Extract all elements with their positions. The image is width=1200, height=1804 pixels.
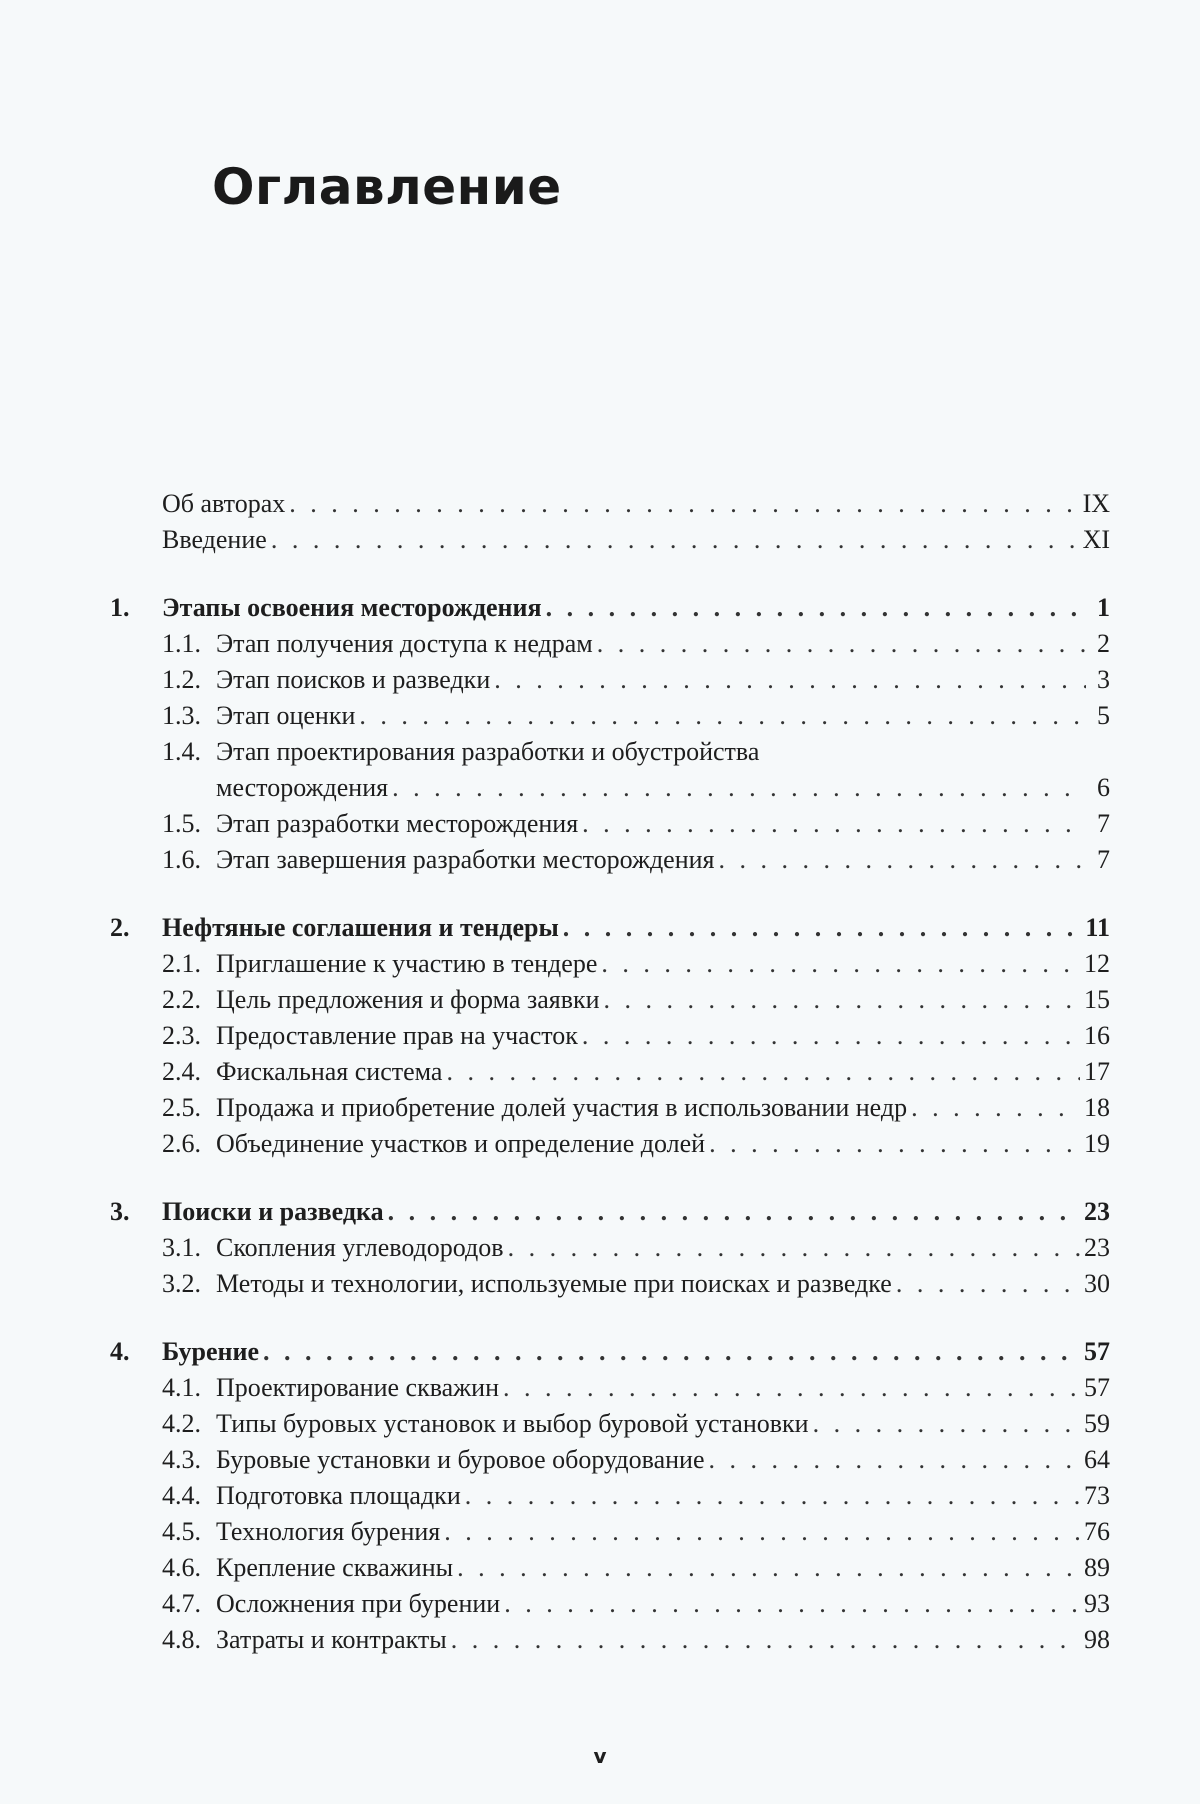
section-page: 6 [1097, 773, 1110, 802]
section-page: 5 [1097, 701, 1110, 730]
section-title: Методы и технологии, используемые при поисках и разведке [216, 1269, 892, 1298]
section-title: Крепление скважины [216, 1553, 454, 1582]
dot-leader [546, 590, 1086, 626]
section-title: Этап оценки [216, 701, 356, 730]
section-page: 12 [1084, 949, 1110, 978]
dot-leader [563, 910, 1082, 946]
section-page: 15 [1084, 985, 1110, 1014]
section-number: 3.2. [162, 1269, 201, 1298]
section-number: 1.6. [162, 845, 201, 874]
toc-section[interactable] [110, 698, 1110, 734]
section-number: 4.3. [162, 1445, 201, 1474]
toc-section[interactable] [110, 1018, 1110, 1054]
section-page: 89 [1084, 1553, 1110, 1582]
toc-section[interactable] [110, 1586, 1110, 1622]
toc-section[interactable] [110, 1442, 1110, 1478]
section-page: 73 [1084, 1481, 1110, 1510]
section-title: Затраты и контракты [216, 1625, 447, 1654]
toc-section[interactable] [110, 1126, 1110, 1162]
toc-section[interactable] [110, 734, 1110, 770]
toc-section[interactable] [110, 946, 1110, 982]
section-page: 93 [1084, 1589, 1110, 1618]
toc-chapter[interactable] [110, 1194, 1110, 1230]
section-page: 19 [1084, 1129, 1110, 1158]
dot-leader [601, 946, 1080, 982]
section-number: 3.1. [162, 1233, 201, 1262]
chapter-page: 1 [1097, 593, 1110, 622]
section-page: 23 [1084, 1233, 1110, 1262]
dot-leader [465, 1478, 1080, 1514]
section-number: 4.8. [162, 1625, 201, 1654]
dot-leader [582, 1018, 1080, 1054]
toc-section[interactable] [110, 806, 1110, 842]
section-number: 2.5. [162, 1093, 201, 1122]
section-page: 98 [1084, 1625, 1110, 1654]
toc-chapter[interactable] [110, 910, 1110, 946]
toc-section[interactable] [110, 662, 1110, 698]
toc-section-continuation[interactable] [110, 770, 1110, 806]
section-number: 2.6. [162, 1129, 201, 1158]
toc-section[interactable] [110, 842, 1110, 878]
dot-leader [709, 1126, 1080, 1162]
chapter-number: 1. [110, 593, 130, 622]
toc-section[interactable] [110, 1514, 1110, 1550]
section-title: Скопления углеводородов [216, 1233, 504, 1262]
chapter-page: 11 [1085, 913, 1110, 942]
chapter-number: 3. [110, 1197, 130, 1226]
section-number: 1.1. [162, 629, 201, 658]
section-title: Этап получения доступа к недрам [216, 629, 593, 658]
dot-leader [392, 770, 1086, 806]
section-number: 2.4. [162, 1057, 201, 1086]
toc-entry-page: XI [1082, 525, 1110, 554]
dot-leader [597, 626, 1086, 662]
section-title: Технология бурения [216, 1517, 441, 1546]
section-title: Предоставление прав на участок [216, 1021, 578, 1050]
section-title: Приглашение к участию в тендере [216, 949, 598, 978]
dot-leader [446, 1054, 1080, 1090]
dot-leader [911, 1090, 1080, 1126]
section-title: Этап поисков и разведки [216, 665, 491, 694]
section-number: 1.3. [162, 701, 201, 730]
toc-entry-front[interactable] [110, 522, 1110, 558]
section-number: 1.4. [162, 737, 201, 766]
page-title: Оглавление [212, 158, 562, 216]
dot-leader [508, 1230, 1080, 1266]
dot-leader [494, 662, 1086, 698]
dot-leader [457, 1550, 1080, 1586]
chapter-number: 2. [110, 913, 130, 942]
section-page: 18 [1084, 1093, 1110, 1122]
toc-section[interactable] [110, 1370, 1110, 1406]
section-page: 3 [1097, 665, 1110, 694]
section-number: 4.4. [162, 1481, 201, 1510]
dot-leader [263, 1334, 1080, 1370]
dot-leader [451, 1622, 1080, 1658]
section-page: 30 [1084, 1269, 1110, 1298]
section-page: 57 [1084, 1373, 1110, 1402]
section-title: Фискальная система [216, 1057, 443, 1086]
toc-entry-title: Введение [162, 525, 267, 554]
section-page: 16 [1084, 1021, 1110, 1050]
section-title-continuation: месторождения [216, 773, 389, 802]
toc-section[interactable] [110, 626, 1110, 662]
toc-section[interactable] [110, 1406, 1110, 1442]
section-number: 1.5. [162, 809, 201, 838]
dot-leader [813, 1406, 1080, 1442]
section-title: Подготовка площадки [216, 1481, 461, 1510]
toc-section[interactable] [110, 1266, 1110, 1302]
dot-leader [719, 842, 1087, 878]
dot-leader [359, 698, 1086, 734]
section-page: 17 [1084, 1057, 1110, 1086]
page-number: v [593, 1744, 607, 1768]
section-number: 4.2. [162, 1409, 201, 1438]
toc-section[interactable] [110, 1478, 1110, 1514]
section-page: 64 [1084, 1445, 1110, 1474]
section-number: 4.7. [162, 1589, 201, 1618]
toc-section[interactable] [110, 1054, 1110, 1090]
dot-leader [709, 1442, 1081, 1478]
section-title: Типы буровых установок и выбор буровой установки [216, 1409, 809, 1438]
dot-leader [388, 1194, 1080, 1230]
chapter-title: Этапы освоения месторождения [162, 593, 542, 622]
toc-chapter[interactable] [110, 1334, 1110, 1370]
section-title: Этап проектирования разработки и обустройства [216, 737, 760, 766]
toc-section[interactable] [110, 982, 1110, 1018]
section-page: 59 [1084, 1409, 1110, 1438]
chapter-title: Бурение [162, 1337, 260, 1366]
toc-section[interactable] [110, 1622, 1110, 1658]
section-title: Цель предложения и форма заявки [216, 985, 600, 1014]
section-number: 2.3. [162, 1021, 201, 1050]
section-title: Буровые установки и буровое оборудование [216, 1445, 705, 1474]
section-page: 2 [1097, 629, 1110, 658]
dot-leader [896, 1266, 1080, 1302]
toc-section[interactable] [110, 1550, 1110, 1586]
section-number: 4.5. [162, 1517, 201, 1546]
section-title: Этап разработки месторождения [216, 809, 579, 838]
toc-entry-title: Об авторах [162, 489, 286, 518]
section-number: 2.1. [162, 949, 201, 978]
section-title: Осложнения при бурении [216, 1589, 501, 1618]
toc-section[interactable] [110, 1090, 1110, 1126]
dot-leader [582, 806, 1086, 842]
section-page: 7 [1097, 845, 1110, 874]
dot-leader [504, 1586, 1080, 1622]
dot-leader [444, 1514, 1080, 1550]
section-title: Проектирование скважин [216, 1373, 499, 1402]
chapter-number: 4. [110, 1337, 130, 1366]
section-number: 1.2. [162, 665, 201, 694]
section-number: 4.6. [162, 1553, 201, 1582]
section-title: Продажа и приобретение долей участия в использовании недр [216, 1093, 908, 1122]
chapter-title: Поиски и разведка [162, 1197, 384, 1226]
toc-entry-front[interactable] [110, 486, 1110, 522]
toc-chapter[interactable] [110, 590, 1110, 626]
chapter-page: 23 [1084, 1197, 1110, 1226]
toc-section[interactable] [110, 1230, 1110, 1266]
section-page: 7 [1097, 809, 1110, 838]
dot-leader [289, 486, 1078, 522]
table-of-contents [110, 486, 1110, 1658]
section-number: 2.2. [162, 985, 201, 1014]
dot-leader [503, 1370, 1080, 1406]
section-page: 76 [1084, 1517, 1110, 1546]
section-title: Этап завершения разработки месторождения [216, 845, 715, 874]
section-number: 4.1. [162, 1373, 201, 1402]
dot-leader [604, 982, 1080, 1018]
dot-leader [271, 522, 1079, 558]
chapter-title: Нефтяные соглашения и тендеры [162, 913, 559, 942]
section-title: Объединение участков и определение долей [216, 1129, 706, 1158]
chapter-page: 57 [1084, 1337, 1110, 1366]
toc-entry-page: IX [1082, 489, 1110, 518]
